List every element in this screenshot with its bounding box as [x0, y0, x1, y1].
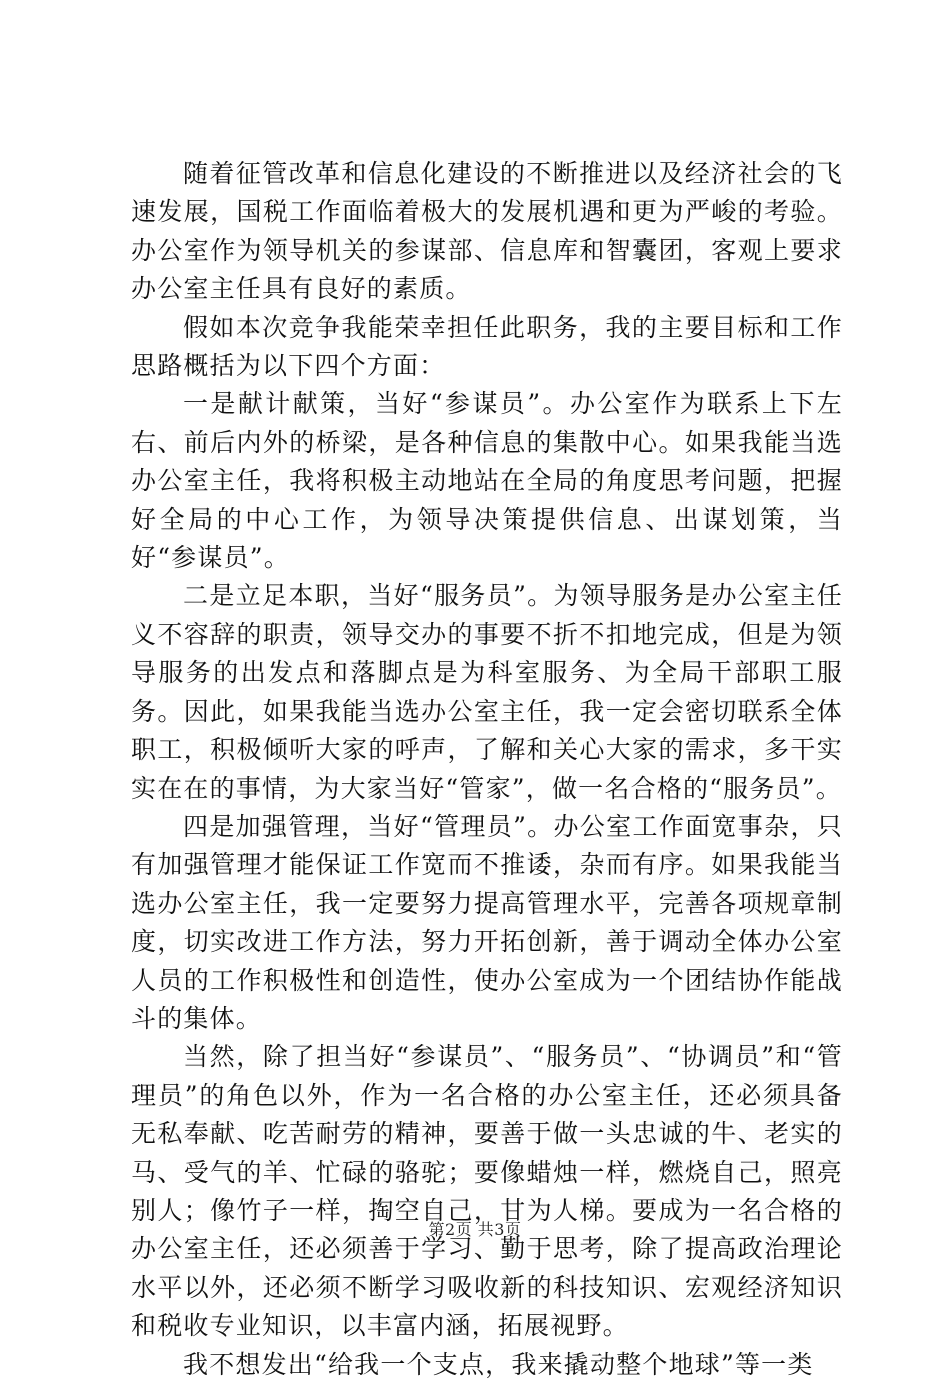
paragraph-qualities: 当然，除了担当好“参谋员”、“服务员”、“协调员”和“管理员”的角色以外，作为一名合格的办公室主任，还必须具备无私奉献、吃苦耐劳的精神，要善于做一头忠诚的牛、老实的马、受气的羊、忙碌的骆驼；要像蜡烛一样，燃烧自己，照亮别人；像竹子一样，掏空自己，甘为人梯。要成为一名合格的办公室主任，还必须善于学习、勤于思考，除了提高政治理论水平以外，还必须不断学习吸收新的科技知识、宏观经济知识和税收专业知识，以丰富内涵，拓展视野。 — [131, 1042, 843, 1341]
paragraph-management: 四是加强管理，当好“管理员”。办公室工作面宽事杂，只有加强管理才能保证工作宽而不推诿，杂而有序。如果我能当选办公室主任，我一定要努力提高管理水平，完善各项规章制度，切实改进工作方法，努力开拓创新，善于调动全体办公室人员的工作积极性和创造性，使办公室成为一个团结协作能战斗的集体。 — [131, 811, 843, 1033]
paragraph-closing: 我不想发出“给我一个支点，我来撬动整个地球”等一类 — [183, 1349, 814, 1379]
page-footer: 第2页 共3页 — [428, 1220, 522, 1239]
paragraph-service: 二是立足本职，当好“服务员”。为领导服务是办公室主任义不容辞的职责，领导交办的事要不折不扣地完成，但是为领导服务的出发点和落脚点是为科室服务、为全局干部职工服务。因此，如果我能当选办公室主任，我一定会密切联系全体职工，积极倾听大家的呼声，了解和关心大家的需求，多干实实在在的事情，为大家当好“管家”，做一名合格的“服务员”。 — [131, 581, 843, 803]
paragraph-intro: 随着征管改革和信息化建设的不断推进以及经济社会的飞速发展，国税工作面临着极大的发展机遇和更为严峻的考验。办公室作为领导机关的参谋部、信息库和智囊团，客观上要求办公室主任具有良好的素质。 — [131, 159, 843, 304]
document-body — [131, 155, 843, 1384]
paragraph-advisor: 一是献计献策，当好“参谋员”。办公室作为联系上下左右、前后内外的桥梁，是各种信息的集散中心。如果我能当选办公室主任，我将积极主动地站在全局的角度思考问题，把握好全局的中心工作，为领导决策提供信息、出谋划策，当好“参谋员”。 — [131, 389, 843, 573]
paragraph-goals: 假如本次竞争我能荣幸担任此职务，我的主要目标和工作思路概括为以下四个方面： — [131, 312, 843, 381]
